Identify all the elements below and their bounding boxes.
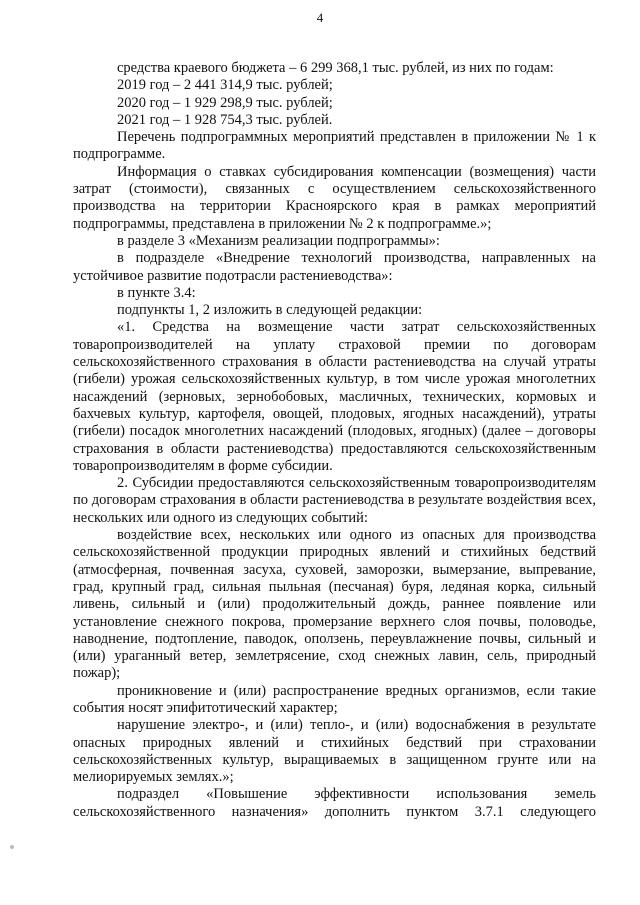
- paragraph: Информация о ставках субсидирования компенсации (возмещения) части затрат (стоимости), связанных с осуществлением сельскохозяйственного производства на территории Красноярского края в рамках мероприятий подпрограммы, представлена в приложении № 2 к подпрограмме.»;: [73, 163, 596, 232]
- paragraph: проникновение и (или) распространение вредных организмов, если такие события носят эпифитотический характер;: [73, 682, 596, 716]
- paragraph: подраздел «Повышение эффективности использования земель сельскохозяйственного назначения» дополнить пунктом 3.7.1 следующего: [73, 786, 596, 820]
- paragraph: в пункте 3.4:: [117, 284, 196, 301]
- paragraph: «1. Средства на возмещение части затрат сельскохозяйственных товаропроизводителей на уплату страховой премии по договорам сельскохозяйственного страхования в области растениеводства на случай утраты (гибели) урожая сельскохозяйственных культур, в том числе урожая многолетних насаждений (зерновых, зернобобовых, масличных, технических, кормовых и бахчевых культур, картофеля, овощей, плодовых, ягодных насаждений), утраты (гибели) посадок многолетних насаждений (плодовых, ягодных) (далее – договоры страхования в области растениеводства) предоставляются сельскохозяйственным товаропроизводителям в форме субсидии.: [73, 319, 596, 474]
- page-number: 4: [316, 10, 324, 25]
- paragraph: в разделе 3 «Механизм реализации подпрограммы»:: [117, 232, 440, 249]
- paragraph: в подразделе «Внедрение технологий производства, направленных на устойчивое развитие подотрасли растениеводства»:: [73, 250, 596, 284]
- document-body: [73, 60, 596, 821]
- paragraph: 2021 год – 1 928 754,3 тыс. рублей.: [117, 111, 333, 128]
- scan-margin-mark: [10, 845, 14, 849]
- paragraph: нарушение электро-, и (или) тепло-, и (или) водоснабжения в результате опасных природных явлений и стихийных бедствий при страховании сельскохозяйственных культур, выращиваемых в защищенном грунте или на мелиорируемых землях.»;: [73, 717, 596, 786]
- paragraph: средства краевого бюджета – 6 299 368,1 тыс. рублей, из них по годам:: [117, 60, 554, 76]
- paragraph: 2. Субсидии предоставляются сельскохозяйственным товаропроизводителям по договорам страхования в области растениеводства в результате воздействия всех, нескольких или одного из следующих событий:: [73, 475, 596, 526]
- paragraph: подпункты 1, 2 изложить в следующей редакции:: [117, 302, 423, 319]
- paragraph: воздействие всех, нескольких или одного из опасных для производства сельскохозяйственной продукции природных явлений и стихийных бедствий (атмосферная, почвенная засуха, суховей, заморозки, вымерзание, выпревание, град, крупный град, сильная пыльная (песчаная) буря, ледяная корка, сильный ливень, сильный и (или) продолжительный дождь, раннее появление или установление снежного покрова, промерзание верхнего слоя почвы, половодье, наводнение, подтопление, паводок, оползень, переувлажнение почвы, сильный и (или) ураганный ветер, землетрясение, сход снежных лавин, сель, природный пожар);: [73, 527, 596, 682]
- paragraph: Перечень подпрограммных мероприятий представлен в приложении № 1 к подпрограмме.: [73, 129, 596, 163]
- paragraph: 2019 год – 2 441 314,9 тыс. рублей;: [117, 77, 333, 94]
- paragraph: 2020 год – 1 929 298,9 тыс. рублей;: [117, 94, 333, 111]
